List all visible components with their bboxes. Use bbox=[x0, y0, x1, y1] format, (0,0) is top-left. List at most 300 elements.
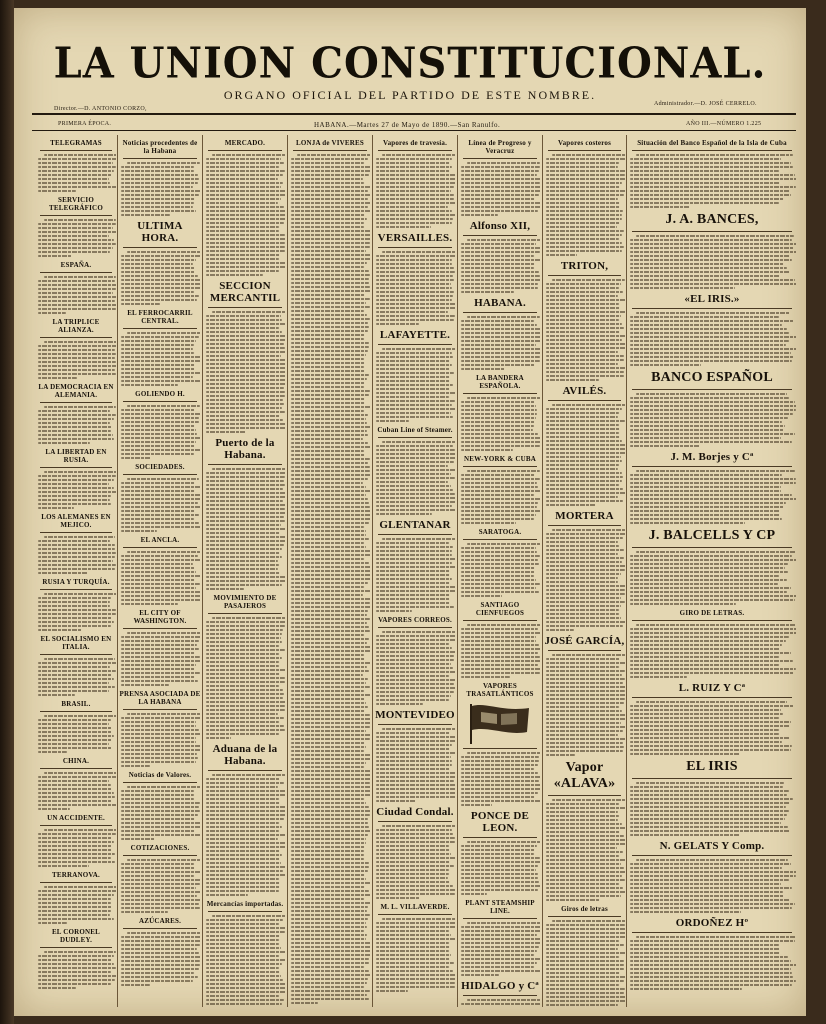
section-rule bbox=[123, 328, 197, 329]
text-line bbox=[636, 551, 796, 553]
section-heading: MOVIMIENTO DE PASAJEROS bbox=[213, 594, 277, 610]
text-line bbox=[546, 504, 596, 506]
text-line bbox=[38, 971, 111, 973]
text-line bbox=[38, 621, 114, 623]
text-line bbox=[38, 902, 111, 904]
text-line bbox=[38, 284, 116, 286]
text-line bbox=[461, 267, 534, 269]
section-heading: PLANT STEAMSHIP LINE. bbox=[465, 899, 535, 915]
section-rule bbox=[632, 620, 792, 621]
text-line bbox=[206, 351, 286, 353]
text-line bbox=[376, 267, 454, 269]
section-heading: Vapor «ALAVA» bbox=[553, 760, 616, 791]
text-line bbox=[630, 494, 792, 496]
text-line bbox=[291, 362, 365, 364]
text-line bbox=[291, 754, 371, 756]
text-line bbox=[461, 628, 538, 630]
text-line bbox=[121, 591, 201, 593]
text-line bbox=[291, 290, 371, 292]
text-line bbox=[291, 746, 366, 748]
text-line bbox=[44, 471, 116, 473]
text-line bbox=[376, 954, 451, 956]
year-number: AÑO III.—NÚMERO 1.225 bbox=[686, 121, 762, 127]
text-line bbox=[38, 556, 115, 558]
section-rule bbox=[548, 400, 621, 401]
text-line bbox=[630, 336, 796, 338]
text-line bbox=[461, 368, 505, 370]
column-mercantile bbox=[204, 135, 286, 1007]
text-line bbox=[291, 398, 365, 400]
text-line bbox=[376, 412, 451, 414]
text-line bbox=[121, 672, 200, 674]
text-line bbox=[291, 258, 371, 260]
text-line bbox=[121, 680, 198, 682]
text-line bbox=[206, 359, 286, 361]
text-line bbox=[121, 441, 196, 443]
section-heading: ORDOÑEZ Hº bbox=[675, 917, 749, 929]
text-line bbox=[38, 613, 116, 615]
text-line bbox=[291, 850, 364, 852]
text-line bbox=[121, 656, 200, 658]
text-line bbox=[291, 702, 366, 704]
text-line bbox=[38, 353, 116, 355]
text-line bbox=[121, 684, 169, 686]
text-line bbox=[376, 263, 452, 265]
text-line bbox=[291, 962, 369, 964]
text-line bbox=[461, 636, 536, 638]
section-heading: Cuban Line of Steamer. bbox=[377, 426, 453, 434]
text-line bbox=[291, 630, 370, 632]
text-line bbox=[206, 540, 286, 542]
text-line bbox=[206, 943, 279, 945]
text-line bbox=[127, 405, 200, 407]
text-line bbox=[376, 784, 456, 786]
text-line bbox=[206, 391, 285, 393]
text-line bbox=[630, 725, 790, 727]
text-line bbox=[291, 522, 369, 524]
text-line bbox=[376, 158, 452, 160]
text-line bbox=[206, 395, 285, 397]
text-line bbox=[206, 862, 281, 864]
section-rule bbox=[40, 532, 112, 533]
section-heading: VAPORES CORREOS. bbox=[378, 616, 452, 624]
text-line bbox=[291, 926, 367, 928]
text-line bbox=[206, 637, 281, 639]
text-line bbox=[630, 182, 780, 184]
text-line bbox=[630, 749, 791, 751]
text-line bbox=[121, 676, 195, 678]
text-line bbox=[206, 633, 282, 635]
text-line bbox=[461, 648, 541, 650]
text-line bbox=[461, 478, 540, 480]
text-line bbox=[206, 689, 283, 691]
text-line bbox=[121, 482, 195, 484]
text-line bbox=[121, 907, 200, 909]
section-heading: UN ACCIDENTE. bbox=[47, 814, 105, 822]
text-line bbox=[630, 717, 779, 719]
text-line bbox=[291, 178, 363, 180]
text-line bbox=[206, 556, 282, 558]
section-heading: VAPORES TRASATLÁNTICOS bbox=[466, 682, 534, 698]
text-line bbox=[461, 881, 539, 883]
text-line bbox=[291, 506, 370, 508]
section-rule bbox=[463, 393, 537, 394]
text-line bbox=[291, 374, 369, 376]
text-line bbox=[121, 295, 199, 297]
text-line bbox=[38, 894, 114, 896]
text-line bbox=[206, 230, 279, 232]
text-line bbox=[291, 526, 364, 528]
text-line bbox=[121, 984, 150, 986]
text-line bbox=[461, 283, 538, 285]
text-line bbox=[630, 324, 782, 326]
text-line bbox=[376, 930, 449, 932]
text-line bbox=[38, 853, 115, 855]
text-line bbox=[206, 198, 281, 200]
text-line bbox=[382, 251, 456, 253]
text-line bbox=[630, 968, 791, 970]
section-heading: L. RUIZ Y Cª bbox=[678, 682, 746, 694]
text-line bbox=[630, 603, 736, 605]
text-line bbox=[206, 158, 281, 160]
text-line bbox=[206, 886, 280, 888]
text-line bbox=[376, 590, 456, 592]
column-steamers-a bbox=[374, 135, 456, 1007]
text-line bbox=[376, 206, 448, 208]
text-line bbox=[546, 182, 622, 184]
text-line bbox=[291, 306, 370, 308]
text-line bbox=[206, 166, 279, 168]
text-line bbox=[376, 606, 454, 608]
text-line bbox=[206, 834, 286, 836]
text-line bbox=[630, 591, 787, 593]
text-line bbox=[121, 660, 201, 662]
text-line bbox=[546, 242, 622, 244]
text-line bbox=[461, 946, 539, 948]
text-line bbox=[38, 804, 116, 806]
text-line bbox=[38, 955, 114, 957]
text-line bbox=[206, 625, 285, 627]
section-rule bbox=[378, 724, 452, 725]
text-line bbox=[376, 509, 456, 511]
text-line bbox=[461, 950, 537, 952]
text-line bbox=[206, 250, 285, 252]
text-line bbox=[38, 845, 112, 847]
text-line bbox=[291, 862, 369, 864]
text-line bbox=[546, 420, 625, 422]
text-line bbox=[546, 291, 623, 293]
text-line bbox=[376, 732, 450, 734]
text-line bbox=[291, 762, 366, 764]
text-line bbox=[206, 331, 282, 333]
text-line bbox=[291, 838, 366, 840]
text-line bbox=[291, 974, 371, 976]
section-heading: TELEGRAMAS bbox=[50, 139, 102, 147]
text-line bbox=[461, 861, 541, 863]
text-line bbox=[376, 497, 456, 499]
text-line bbox=[121, 599, 201, 601]
text-line bbox=[291, 722, 371, 724]
text-line bbox=[461, 263, 535, 265]
text-line bbox=[630, 676, 687, 678]
text-line bbox=[212, 617, 286, 619]
text-line bbox=[461, 656, 540, 658]
text-line bbox=[630, 790, 789, 792]
text-line bbox=[376, 776, 456, 778]
text-line bbox=[38, 365, 116, 367]
text-line bbox=[121, 214, 170, 216]
text-line bbox=[291, 494, 366, 496]
text-line bbox=[291, 410, 364, 412]
text-line bbox=[121, 952, 199, 954]
section-heading: GLENTANAR bbox=[379, 519, 451, 531]
text-line bbox=[121, 437, 201, 439]
text-line bbox=[376, 562, 452, 564]
text-line bbox=[630, 911, 741, 913]
text-line bbox=[291, 690, 364, 692]
section-heading: J. M. Borjes y Cª bbox=[670, 451, 754, 463]
section-rule bbox=[548, 275, 621, 276]
text-line bbox=[376, 388, 450, 390]
text-line bbox=[630, 891, 783, 893]
text-line bbox=[38, 239, 114, 241]
text-line bbox=[546, 609, 619, 611]
text-line bbox=[630, 287, 735, 289]
text-line bbox=[206, 822, 279, 824]
text-line bbox=[546, 694, 625, 696]
text-line bbox=[291, 294, 365, 296]
text-line bbox=[546, 823, 622, 825]
text-line bbox=[38, 223, 116, 225]
text-line bbox=[206, 697, 283, 699]
section-heading: SARATOGA. bbox=[478, 528, 522, 536]
text-line bbox=[546, 577, 618, 579]
text-line bbox=[291, 646, 371, 648]
text-line bbox=[212, 154, 286, 156]
section-heading: AZÚCARES. bbox=[138, 917, 182, 925]
text-line bbox=[206, 931, 285, 933]
section-rule bbox=[463, 158, 537, 159]
text-line bbox=[376, 796, 456, 798]
column-divider bbox=[202, 135, 203, 1007]
text-line bbox=[291, 218, 367, 220]
text-line bbox=[291, 914, 370, 916]
text-line bbox=[382, 441, 456, 443]
text-line bbox=[44, 658, 115, 660]
text-line bbox=[121, 753, 197, 755]
text-line bbox=[38, 625, 111, 627]
text-line bbox=[630, 798, 793, 800]
text-line bbox=[121, 765, 150, 767]
text-line bbox=[206, 709, 285, 711]
text-line bbox=[291, 422, 367, 424]
text-line bbox=[38, 719, 111, 721]
text-line bbox=[291, 462, 368, 464]
column-latest-news bbox=[119, 135, 201, 1007]
section-heading: COTIZACIONES. bbox=[130, 844, 190, 852]
text-line bbox=[376, 392, 456, 394]
text-line bbox=[291, 206, 368, 208]
text-line bbox=[206, 170, 285, 172]
text-line bbox=[38, 963, 114, 965]
section-heading: LA TRIPLICE ALIANZA. bbox=[52, 318, 100, 334]
text-line bbox=[121, 360, 201, 362]
text-line bbox=[376, 513, 432, 515]
text-line bbox=[121, 741, 196, 743]
text-line bbox=[461, 768, 534, 770]
text-line bbox=[546, 827, 625, 829]
text-line bbox=[376, 982, 455, 984]
text-line bbox=[376, 873, 449, 875]
text-line bbox=[121, 802, 200, 804]
text-line bbox=[206, 951, 286, 953]
text-line bbox=[630, 502, 786, 504]
text-line bbox=[291, 770, 371, 772]
text-line bbox=[121, 271, 195, 273]
section-heading: J. A. BANCES, bbox=[665, 212, 759, 227]
text-line bbox=[38, 243, 116, 245]
text-line bbox=[546, 452, 625, 454]
text-line bbox=[206, 476, 285, 478]
section-heading: SANTIAGO CIENFUEGOS bbox=[475, 601, 525, 617]
section-heading: BRASIL. bbox=[61, 700, 91, 708]
text-line bbox=[291, 638, 369, 640]
text-line bbox=[461, 857, 540, 859]
text-line bbox=[291, 950, 371, 952]
text-line bbox=[291, 582, 368, 584]
text-line bbox=[212, 915, 286, 917]
text-line bbox=[546, 940, 619, 942]
text-line bbox=[206, 427, 286, 429]
text-line bbox=[291, 446, 371, 448]
text-line bbox=[206, 621, 286, 623]
text-line bbox=[38, 617, 112, 619]
text-line bbox=[291, 478, 368, 480]
text-line bbox=[376, 255, 456, 257]
text-line bbox=[461, 514, 536, 516]
text-line bbox=[376, 166, 452, 168]
text-line bbox=[461, 194, 539, 196]
text-line bbox=[206, 379, 286, 381]
text-line bbox=[38, 890, 116, 892]
text-line bbox=[630, 794, 787, 796]
text-line bbox=[376, 222, 452, 224]
text-line bbox=[291, 822, 368, 824]
text-line bbox=[546, 738, 625, 740]
text-line bbox=[291, 438, 363, 440]
text-line bbox=[630, 263, 784, 265]
text-line bbox=[546, 851, 623, 853]
text-line bbox=[630, 814, 787, 816]
text-line bbox=[546, 355, 624, 357]
text-line bbox=[38, 609, 116, 611]
text-line bbox=[38, 568, 115, 570]
text-line bbox=[630, 636, 789, 638]
section-heading: MORTERA bbox=[555, 510, 614, 522]
text-line bbox=[291, 870, 368, 872]
epoch-label: PRIMERA ÉPOCA. bbox=[58, 121, 112, 127]
text-line bbox=[206, 564, 279, 566]
text-line bbox=[206, 226, 279, 228]
text-line bbox=[121, 575, 201, 577]
text-line bbox=[630, 344, 786, 346]
text-line bbox=[291, 330, 368, 332]
text-line bbox=[546, 944, 624, 946]
text-line bbox=[546, 202, 620, 204]
text-line bbox=[291, 554, 371, 556]
text-line bbox=[38, 308, 116, 310]
text-line bbox=[291, 602, 370, 604]
text-line bbox=[206, 532, 280, 534]
text-line bbox=[546, 533, 625, 535]
text-line bbox=[121, 948, 197, 950]
text-line bbox=[206, 407, 282, 409]
text-line bbox=[291, 958, 369, 960]
text-line bbox=[291, 458, 370, 460]
text-line bbox=[38, 487, 114, 489]
text-line bbox=[546, 819, 618, 821]
section-heading: BANCO ESPAÑOL bbox=[651, 370, 773, 385]
text-line bbox=[291, 358, 364, 360]
text-line bbox=[630, 587, 791, 589]
text-line bbox=[38, 426, 112, 428]
text-line bbox=[546, 960, 624, 962]
text-line bbox=[546, 1000, 625, 1002]
text-line bbox=[461, 668, 541, 670]
section-rule bbox=[632, 778, 792, 779]
text-line bbox=[206, 858, 280, 860]
text-line bbox=[376, 687, 456, 689]
text-line bbox=[44, 276, 116, 278]
text-line bbox=[376, 372, 454, 374]
section-heading: JOSÉ GARCÍA, bbox=[544, 635, 625, 647]
text-line bbox=[630, 810, 789, 812]
text-line bbox=[630, 903, 795, 905]
text-line bbox=[461, 563, 539, 565]
text-line bbox=[291, 886, 365, 888]
text-line bbox=[461, 792, 538, 794]
text-line bbox=[291, 846, 365, 848]
text-line bbox=[38, 780, 109, 782]
text-line bbox=[206, 959, 286, 961]
section-heading: EL ANCLA. bbox=[140, 536, 180, 544]
text-line bbox=[291, 314, 367, 316]
text-line bbox=[291, 278, 369, 280]
text-line bbox=[206, 548, 282, 550]
text-line bbox=[206, 645, 279, 647]
text-line bbox=[376, 315, 455, 317]
text-line bbox=[212, 468, 286, 470]
text-line bbox=[121, 640, 199, 642]
text-line bbox=[291, 346, 369, 348]
text-line bbox=[206, 371, 286, 373]
text-line bbox=[291, 550, 371, 552]
text-line bbox=[546, 597, 621, 599]
text-line bbox=[291, 310, 364, 312]
section-rule bbox=[123, 709, 197, 710]
text-line bbox=[546, 629, 574, 631]
text-line bbox=[461, 583, 540, 585]
text-line bbox=[546, 678, 625, 680]
text-line bbox=[206, 492, 286, 494]
text-line bbox=[206, 415, 280, 417]
text-line bbox=[38, 629, 82, 631]
text-line bbox=[461, 482, 537, 484]
section-heading: EL IRIS bbox=[686, 759, 738, 774]
text-line bbox=[121, 210, 196, 212]
text-line bbox=[206, 721, 279, 723]
text-line bbox=[546, 464, 619, 466]
